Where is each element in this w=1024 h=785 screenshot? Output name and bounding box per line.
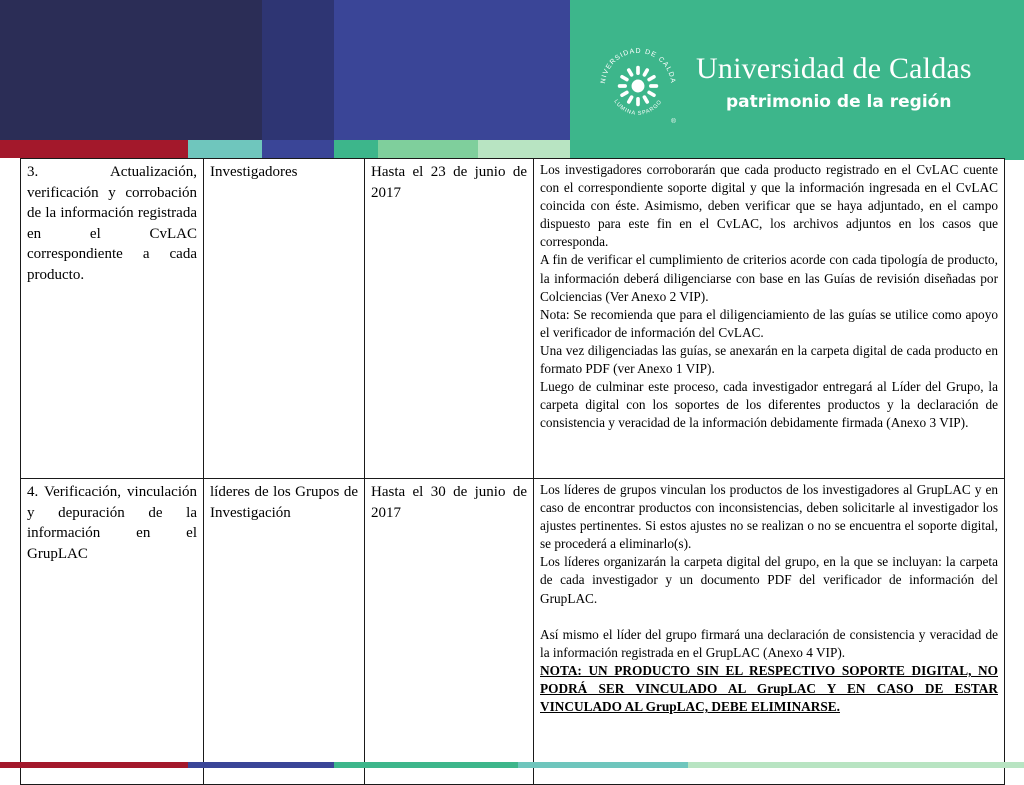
header-block-blue (334, 0, 570, 140)
responsible-cell: líderes de los Grupos de Investigación (204, 479, 365, 785)
description-paragraph: Una vez diligenciadas las guías, se anexarán en la carpeta digital de cada producto en formato PDF (ver Anexo 1 VIP). (540, 342, 998, 377)
header-block-navy-dark (0, 0, 262, 140)
deadline-cell: Hasta el 30 de junio de 2017 (365, 479, 534, 785)
bottom-strip-green (334, 762, 518, 768)
description-cell (534, 479, 1005, 785)
seal-motto: LUMINA SPARGO (612, 98, 664, 117)
bottom-strip-blue (188, 762, 334, 768)
accent-strip-red (0, 140, 188, 158)
description-paragraph: Los investigadores corroborarán que cada producto registrado en el CvLAC cuente con el correspondiente soporte digital y que la información ingresada en el CvLAC coincida con éste. Asimismo, deben verificar que se haya adjuntado, en el campo dispuesto para este fin en el CvLAC, los archivos adjuntos en los casos que corresponda. (540, 162, 998, 250)
university-seal-logo (592, 40, 684, 132)
seal-text: NIVERSIDAD DE CALDA (599, 47, 677, 85)
paragraph-spacer (540, 608, 998, 626)
registered-mark: ® (671, 117, 676, 125)
description-paragraph: A fin de verificar el cumplimiento de criterios acorde con cada tipología de producto, la información deberá diligenciarse con base en las Guías de revisión diseñadas por Colciencias (Ver Anexo 2 VIP). (540, 252, 998, 304)
description-cell (534, 159, 1005, 479)
accent-strip-teal (188, 140, 262, 158)
description-paragraph: Luego de culminar este proceso, cada investigador entregará al Líder del Grupo, la carpeta digital con los soportes de los diferentes productos y la declaración de consistencia y veracidad de la información debidamente firmada (Anexo 3 VIP). (540, 379, 998, 431)
bottom-strip-teal (518, 762, 688, 768)
bottom-strip-pale-green (688, 762, 1024, 768)
activity-cell: 4. Verificación, vinculación y depuración de la información en el GrupLAC (21, 479, 204, 785)
accent-strip-light-green (378, 140, 478, 158)
table-row (21, 479, 1005, 785)
deadline-cell: Hasta el 23 de junio de 2017 (365, 159, 534, 479)
description-paragraph: Los líderes organizarán la carpeta digital del grupo, en la que se incluyan: la carpeta de cada investigador y un documento PDF del verificador de información del GrupLAC. (540, 554, 998, 606)
table-row (21, 159, 1005, 479)
warning-note: NOTA: UN PRODUCTO SIN EL RESPECTIVO SOPORTE DIGITAL, NO PODRÁ SER VINCULADO AL GrupLAC Y EN CASO DE ESTAR VINCULADO AL GrupLAC, DEBE ELIMINARSE. (540, 662, 998, 715)
accent-strip-green (334, 140, 378, 158)
bottom-strip-red (0, 762, 188, 768)
description-paragraph: Así mismo el líder del grupo firmará una declaración de consistencia y veracidad de la información registrada en el GrupLAC (Anexo 4 VIP). (540, 626, 998, 660)
header-block-navy (262, 0, 334, 140)
sun-seal-icon (592, 40, 684, 132)
activity-cell: 3. Actualización, verificación y corrobación de la información registrada en el CvLAC correspondiente a cada producto. (21, 159, 204, 479)
description-paragraph: Los líderes de grupos vinculan los productos de los investigadores al GrupLAC y en caso de encontrar productos con inconsistencias, deben solicitarle al investigador los ajustes pertinentes. Si estos ajustes no se realizan o no se encuentra el soporte digital, se procederá a eliminarlo(s). (540, 482, 998, 552)
svg-text:UNIVERSIDAD DE CALDAS (592, 40, 676, 84)
activities-table (20, 158, 1005, 785)
accent-strip-pale-green (478, 140, 570, 158)
university-tagline: patrimonio de la región (726, 92, 952, 112)
responsible-cell: Investigadores (204, 159, 365, 479)
university-name: Universidad de Caldas (696, 52, 972, 85)
accent-strip-blue (262, 140, 334, 158)
description-paragraph: Nota: Se recomienda que para el diligenciamiento de las guías se utilice como apoyo el verificador de información del CvLAC. (540, 306, 998, 340)
